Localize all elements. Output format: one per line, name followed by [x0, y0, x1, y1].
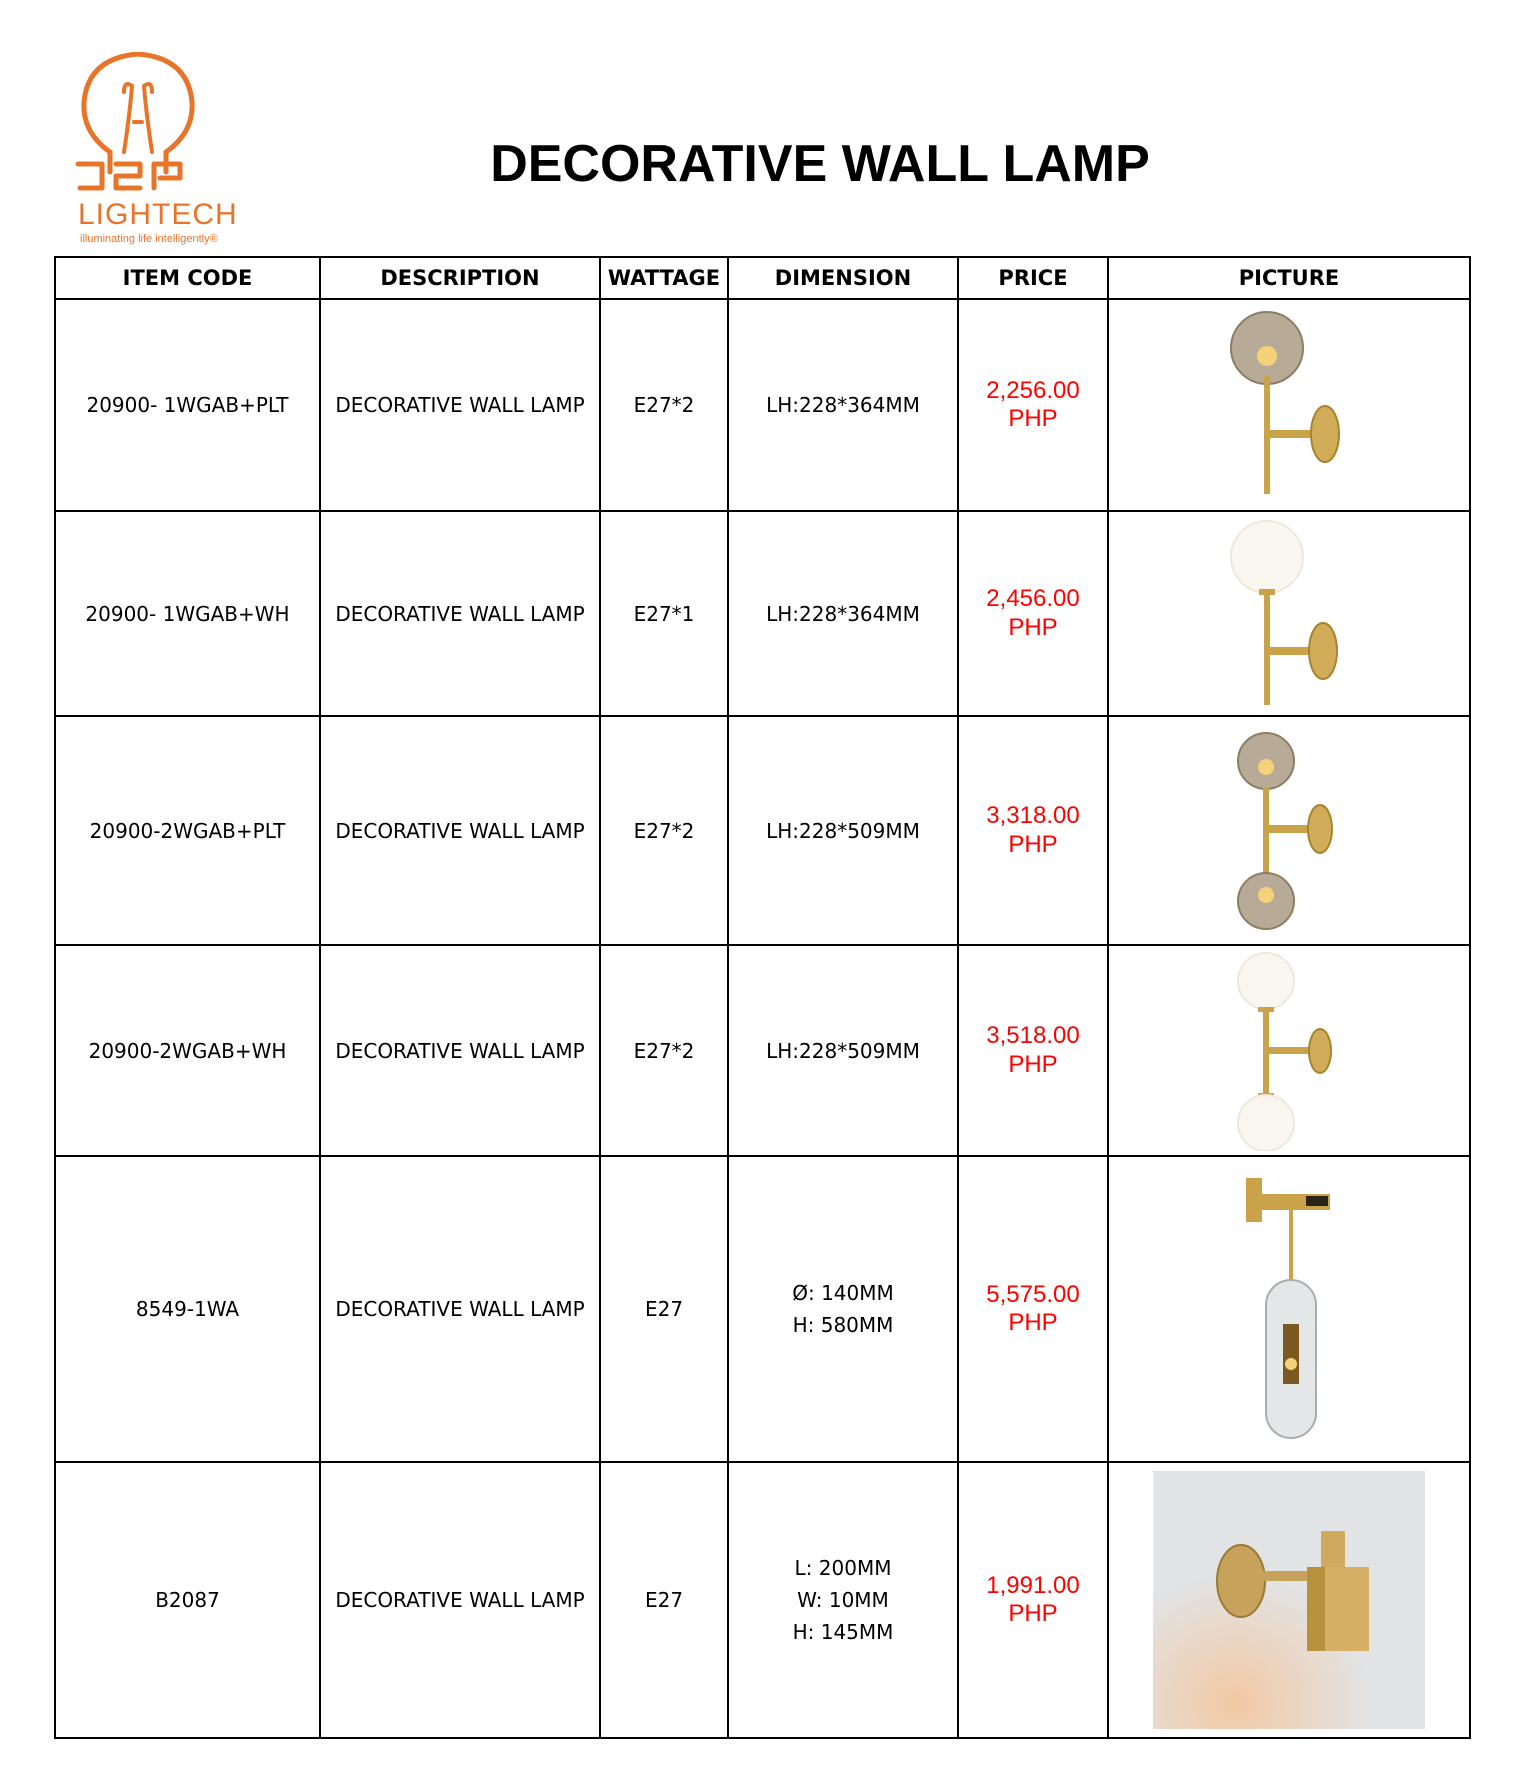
- single-amber-globe-lamp-icon: [1229, 310, 1349, 500]
- glass-capsule-pendant-lamp-icon: [1234, 1174, 1344, 1444]
- single-white-globe-lamp-icon: [1229, 519, 1349, 709]
- description-cell: DECORATIVE WALL LAMP: [320, 1462, 600, 1738]
- price-cell: [958, 716, 1108, 945]
- brass-cylinder-wall-lamp-photo: [1153, 1471, 1425, 1729]
- price-cell: [958, 945, 1108, 1156]
- table-row: [55, 511, 1470, 716]
- dimension-line: LH:228*364MM: [766, 393, 920, 417]
- price-currency: PHP: [1008, 830, 1058, 858]
- price-value: 2,256.00: [986, 376, 1080, 404]
- dimension-cell: [728, 1156, 958, 1462]
- price-cell: [958, 299, 1108, 511]
- picture-cell: [1108, 945, 1470, 1156]
- column-header-description: DESCRIPTION: [320, 257, 600, 299]
- price-currency: PHP: [1008, 405, 1058, 432]
- item-code-cell: 20900-2WGAB+PLT: [55, 716, 320, 945]
- dimension-line: LH:228*364MM: [766, 601, 920, 626]
- price-cell: [958, 1156, 1108, 1462]
- price-value: 2,456.00: [986, 585, 1080, 613]
- description-cell: DECORATIVE WALL LAMP: [320, 511, 600, 716]
- column-header-item-code: ITEM CODE: [55, 257, 320, 299]
- picture-cell: [1108, 511, 1470, 716]
- dimension-cell: [728, 1462, 958, 1738]
- column-header-wattage: WATTAGE: [600, 257, 728, 299]
- price-value: 3,518.00: [986, 1022, 1080, 1050]
- picture-cell: [1108, 716, 1470, 945]
- price-value: 5,575.00: [986, 1280, 1080, 1308]
- description-cell: DECORATIVE WALL LAMP: [320, 1156, 600, 1462]
- dimension-line: L: 200MM: [794, 1556, 892, 1580]
- price-value: 1,991.00: [986, 1571, 1080, 1599]
- picture-cell: [1108, 1156, 1470, 1462]
- wattage-cell: E27: [600, 1462, 728, 1738]
- product-price-table: [54, 256, 1471, 1739]
- picture-cell: [1108, 1462, 1470, 1738]
- dimension-line: H: 580MM: [792, 1313, 894, 1337]
- dimension-line: W: 10MM: [797, 1588, 889, 1612]
- page-title: DECORATIVE WALL LAMP: [490, 135, 1150, 193]
- item-code-cell: B2087: [55, 1462, 320, 1738]
- wattage-cell: E27: [600, 1156, 728, 1462]
- dimension-line: Ø: 140MM: [792, 1281, 894, 1305]
- dimension-line: LH:228*509MM: [766, 818, 920, 843]
- wattage-cell: E27*2: [600, 945, 728, 1156]
- price-currency: PHP: [1008, 1050, 1058, 1078]
- dimension-cell: [728, 716, 958, 945]
- logo-wordmark: LIGHTECH: [78, 198, 238, 231]
- table-row: [55, 945, 1470, 1156]
- table-header-row: [55, 257, 1470, 299]
- double-white-globe-lamp-icon: [1234, 951, 1344, 1151]
- dimension-line: H: 145MM: [792, 1620, 894, 1644]
- table-row: [55, 1156, 1470, 1462]
- price-currency: PHP: [1008, 1309, 1058, 1336]
- item-code-cell: 20900- 1WGAB+PLT: [55, 299, 320, 511]
- description-cell: DECORATIVE WALL LAMP: [320, 945, 600, 1156]
- table-row: [55, 716, 1470, 945]
- wattage-cell: E27*2: [600, 716, 728, 945]
- description-cell: DECORATIVE WALL LAMP: [320, 299, 600, 511]
- item-code-cell: 8549-1WA: [55, 1156, 320, 1462]
- dimension-line: LH:228*509MM: [766, 1038, 920, 1063]
- company-logo: [70, 52, 240, 247]
- price-currency: PHP: [1008, 1600, 1058, 1627]
- item-code-cell: 20900- 1WGAB+WH: [55, 511, 320, 716]
- table-row: [55, 1462, 1470, 1738]
- dimension-cell: [728, 299, 958, 511]
- price-value: 3,318.00: [986, 802, 1080, 830]
- column-header-dimension: DIMENSION: [728, 257, 958, 299]
- price-cell: [958, 511, 1108, 716]
- dimension-cell: [728, 945, 958, 1156]
- column-header-price: PRICE: [958, 257, 1108, 299]
- logo-tagline: illuminating life intelligently®: [80, 233, 218, 245]
- dimension-cell: [728, 511, 958, 716]
- description-cell: DECORATIVE WALL LAMP: [320, 716, 600, 945]
- picture-cell: [1108, 299, 1470, 511]
- wattage-cell: E27*2: [600, 299, 728, 511]
- table-row: [55, 299, 1470, 511]
- price-cell: [958, 1462, 1108, 1738]
- lightbulb-logo-icon: [70, 52, 240, 202]
- item-code-cell: 20900-2WGAB+WH: [55, 945, 320, 1156]
- price-currency: PHP: [1008, 613, 1058, 641]
- wattage-cell: E27*1: [600, 511, 728, 716]
- double-amber-globe-lamp-icon: [1234, 731, 1344, 931]
- column-header-picture: PICTURE: [1108, 257, 1470, 299]
